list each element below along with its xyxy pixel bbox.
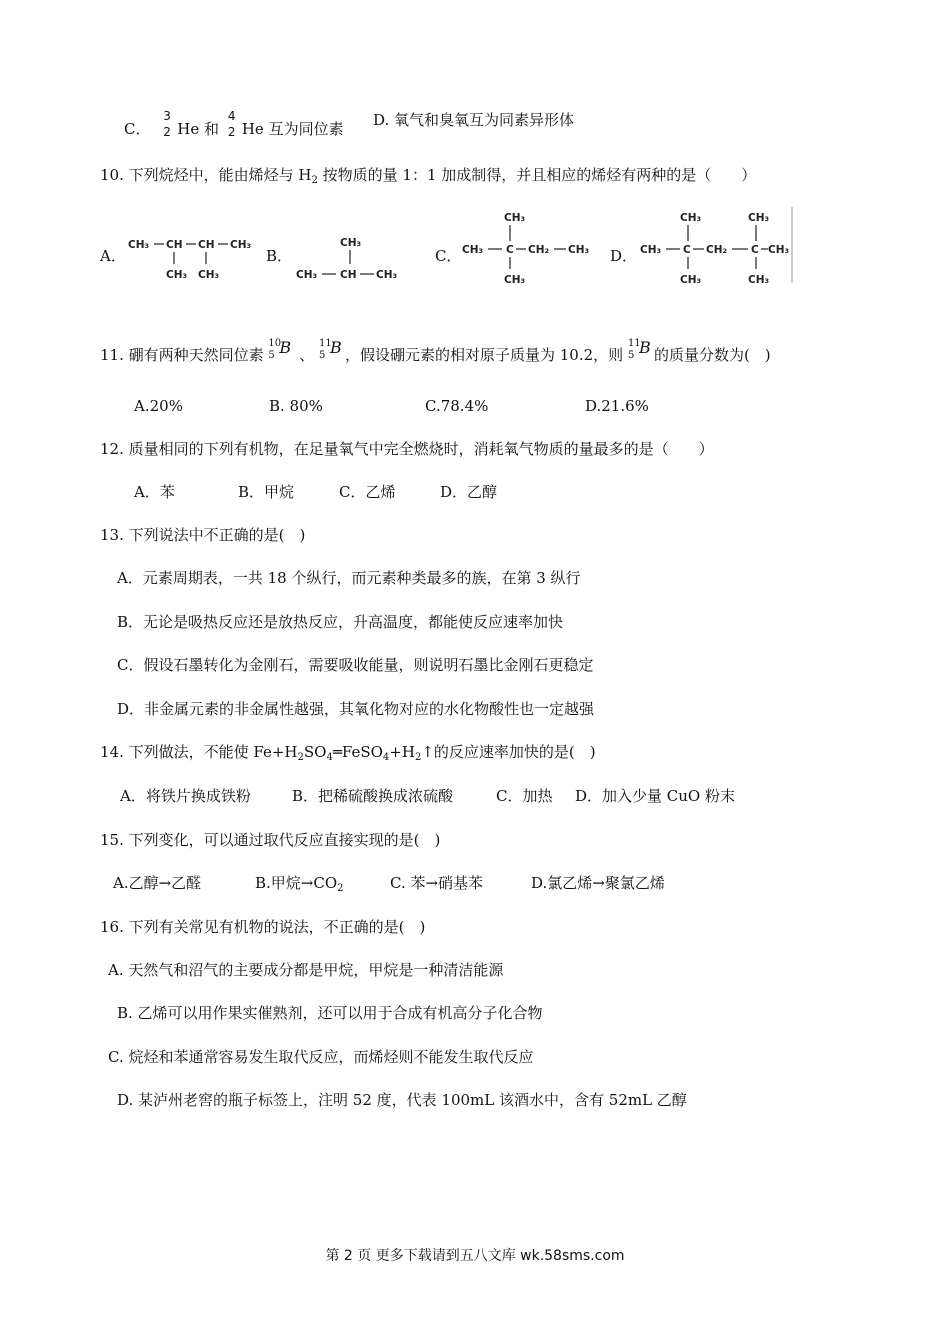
q15-stem: 15. 下列变化，可以通过取代反应直接实现的是( ) bbox=[100, 831, 441, 849]
svg-text:CH₂: CH₂ bbox=[706, 244, 728, 256]
svg-text:CH₃: CH₃ bbox=[768, 244, 790, 256]
q14-stem: 14. 下列做法，不能使 $Fe+H_2SO_4═FeSO_4+H_2↑$的反应速率加快的是( ) bbox=[100, 743, 596, 763]
structure-c bbox=[462, 205, 596, 287]
q14-option-b: B．把稀硫酸换成浓硫酸 bbox=[292, 787, 454, 805]
svg-text:C: C bbox=[506, 244, 514, 256]
svg-text:CH₃: CH₃ bbox=[340, 237, 362, 249]
svg-text:CH₃: CH₃ bbox=[376, 269, 398, 281]
q14-option-d: D．加入少量 CuO 粉末 bbox=[575, 787, 735, 805]
svg-text:CH₃: CH₃ bbox=[680, 212, 702, 224]
q10-label-a: A． bbox=[100, 247, 126, 265]
b10-nuclide: 10 5 B bbox=[268, 338, 292, 361]
svg-text:C: C bbox=[683, 244, 691, 256]
svg-text:CH₃: CH₃ bbox=[198, 269, 220, 281]
svg-text:C: C bbox=[751, 244, 759, 256]
structure-a bbox=[128, 228, 256, 284]
q10-label-d: D． bbox=[610, 247, 638, 265]
svg-text:CH₃: CH₃ bbox=[680, 274, 702, 286]
q11-option-c: C.78.4% bbox=[425, 397, 489, 415]
svg-text:CH₃: CH₃ bbox=[128, 239, 150, 251]
svg-text:CH: CH bbox=[340, 269, 357, 281]
q14-option-a: A．将铁片换成铁粉 bbox=[120, 787, 251, 805]
svg-text:CH₃: CH₃ bbox=[640, 244, 662, 256]
q14-option-c: C．加热 bbox=[496, 787, 553, 805]
q12-option-c: C．乙烯 bbox=[339, 483, 396, 501]
q13-option-a: A．元素周期表，一共 18 个纵行，而元素种类最多的族，在第 3 纵行 bbox=[117, 569, 581, 587]
q12-option-a: A．苯 bbox=[134, 483, 175, 501]
q9-option-c: C． 3 2 He 和 4 2 He 互为同位素 bbox=[124, 109, 344, 139]
q12-stem: 12. 质量相同的下列有机物，在足量氧气中完全燃烧时，消耗氧气物质的量最多的是（ ） bbox=[100, 440, 714, 458]
structure-b bbox=[296, 230, 408, 286]
q16-option-a: A. 天然气和沼气的主要成分都是甲烷，甲烷是一种清洁能源 bbox=[108, 961, 504, 979]
q11-option-a: A.20% bbox=[134, 397, 183, 415]
q13-option-b: B．无论是吸热反应还是放热反应，升高温度，都能使反应速率加快 bbox=[117, 613, 564, 631]
q15-option-d: D.氯乙烯→聚氯乙烯 bbox=[531, 874, 665, 892]
q15-option-c: C. 苯→硝基苯 bbox=[390, 874, 484, 892]
q11-option-d: D.21.6% bbox=[585, 397, 649, 415]
q15-option-a: A.乙醇→乙醛 bbox=[113, 874, 202, 892]
svg-text:CH₂: CH₂ bbox=[528, 244, 550, 256]
q13-option-d: D．非金属元素的非金属性越强，其氧化物对应的水化物酸性也一定越强 bbox=[117, 700, 595, 718]
q13-stem: 13. 下列说法中不正确的是( ) bbox=[100, 526, 306, 544]
b11-nuclide: 11 5 B bbox=[318, 338, 342, 361]
q16-option-b: B. 乙烯可以用作果实催熟剂，还可以用于合成有机高分子化合物 bbox=[117, 1004, 543, 1022]
q15-option-b: B.甲烷$\to CO_2$ bbox=[255, 874, 344, 894]
svg-text:CH₃: CH₃ bbox=[504, 274, 526, 286]
svg-text:CH₃: CH₃ bbox=[504, 212, 526, 224]
q16-option-c: C. 烷烃和苯通常容易发生取代反应，而烯烃则不能发生取代反应 bbox=[108, 1048, 534, 1066]
svg-text:CH₃: CH₃ bbox=[166, 269, 188, 281]
q12-option-d: D．乙醇 bbox=[440, 483, 498, 501]
q12-option-b: B．甲烷 bbox=[238, 483, 295, 501]
structure-d bbox=[640, 205, 794, 287]
he4-nuclide: 4 2 bbox=[227, 109, 236, 139]
q10-stem: 10. 下列烷烃中，能由烯烃与 $H_2$ 按物质的量 1：1 加成制得，并且相应的烯烃有两种的是（ ） bbox=[100, 166, 757, 186]
svg-text:CH: CH bbox=[166, 239, 183, 251]
q16-stem: 16. 下列有关常见有机物的说法，不正确的是( ) bbox=[100, 918, 426, 936]
svg-text:CH₃: CH₃ bbox=[230, 239, 252, 251]
svg-text:CH₃: CH₃ bbox=[296, 269, 318, 281]
svg-text:CH₃: CH₃ bbox=[462, 244, 484, 256]
q10-label-c: C． bbox=[435, 247, 462, 265]
q9-option-d: D. 氧气和臭氧互为同素异形体 bbox=[373, 111, 575, 129]
svg-text:CH₃: CH₃ bbox=[568, 244, 590, 256]
svg-text:CH₃: CH₃ bbox=[748, 274, 770, 286]
svg-text:CH: CH bbox=[198, 239, 215, 251]
he3-nuclide: 3 2 bbox=[163, 109, 171, 139]
q13-option-c: C．假设石墨转化为金刚石，需要吸收能量，则说明石墨比金刚石更稳定 bbox=[117, 656, 594, 674]
q10-label-b: B． bbox=[266, 247, 293, 265]
q11-option-b: B. 80% bbox=[269, 397, 323, 415]
page-footer: 第 2 页 更多下载请到五八文库 wk.58sms.com bbox=[325, 1248, 625, 1264]
q16-option-d: D. 某泸州老窖的瓶子标签上，注明 52 度，代表 100mL 该酒水中，含有 52mL 乙醇 bbox=[117, 1091, 687, 1109]
q11-stem: 11. 硼有两种天然同位素 10 5 B 、 11 5 B ，假设硼元素的相对原子质量为 10.2，则 11 5 B 的质量分数为( ) bbox=[100, 338, 771, 364]
b11-nuclide-2: 11 5 B bbox=[627, 338, 651, 361]
svg-text:CH₃: CH₃ bbox=[748, 212, 770, 224]
